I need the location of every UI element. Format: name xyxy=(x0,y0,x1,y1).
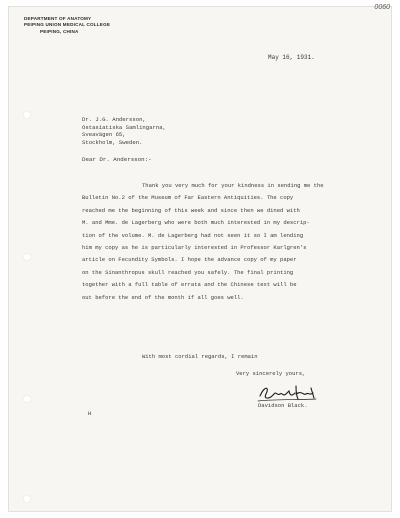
handwritten-signature xyxy=(256,382,320,404)
recipient-address xyxy=(82,116,166,146)
letterhead-college: PEIPING UNION MEDICAL COLLEGE xyxy=(24,22,111,28)
signature-name: Davidson Black. xyxy=(258,402,308,409)
page-number: 0060 xyxy=(374,4,390,11)
letterhead-department: DEPARTMENT OF ANATOMY xyxy=(24,16,92,21)
body-line: reached me the beginning of this week and since then we dined with xyxy=(82,206,300,214)
body-line: on the Sinanthropus skull reached you safely. The final printing xyxy=(82,268,294,276)
punch-hole xyxy=(23,495,31,503)
recipient-line: Stockholm, Sweden. xyxy=(82,138,143,146)
letterhead-city: PEIPING, CHINA xyxy=(40,28,79,34)
body-line: tion of the volume. M. de Lagerberg had not seen it so I am lending xyxy=(82,231,304,239)
valediction: Very sincerely yours, xyxy=(236,370,306,377)
letter-body xyxy=(82,180,372,304)
punch-hole xyxy=(23,111,31,119)
body-line: article on Fecundity Symbols. I hope the advance copy of my paper xyxy=(82,256,297,264)
body-line: Thank you very much for your kindness in sending me the xyxy=(142,182,324,189)
typist-initial: H xyxy=(88,410,92,417)
letter-date: May 16, 1931. xyxy=(268,54,315,61)
letterhead xyxy=(24,16,110,35)
closing-line: With most cordial regards, I remain xyxy=(142,353,258,360)
body-line: him my copy as he is particularly interested in Professor Karlgren's xyxy=(82,244,307,252)
recipient-line: Ostasiatiska Samlingarna, xyxy=(82,123,166,131)
body-line: M. and Mme. de Lagerberg who were both much interested in my descrip- xyxy=(82,219,310,227)
punch-hole xyxy=(23,253,31,261)
body-line: together with a full table of errata and the Chinese text will be xyxy=(82,281,297,289)
body-line: out before the end of the month if all goes well. xyxy=(82,293,244,301)
salutation: Dear Dr. Andersson:- xyxy=(82,156,152,163)
punch-hole xyxy=(23,395,31,403)
recipient-line: Sveavägen 65, xyxy=(82,131,126,139)
body-line: Bulletin No.2 of the Museum of Far Eastern Antiquities. The copy xyxy=(82,194,294,202)
recipient-line: Dr. J.G. Andersson, xyxy=(82,116,146,123)
